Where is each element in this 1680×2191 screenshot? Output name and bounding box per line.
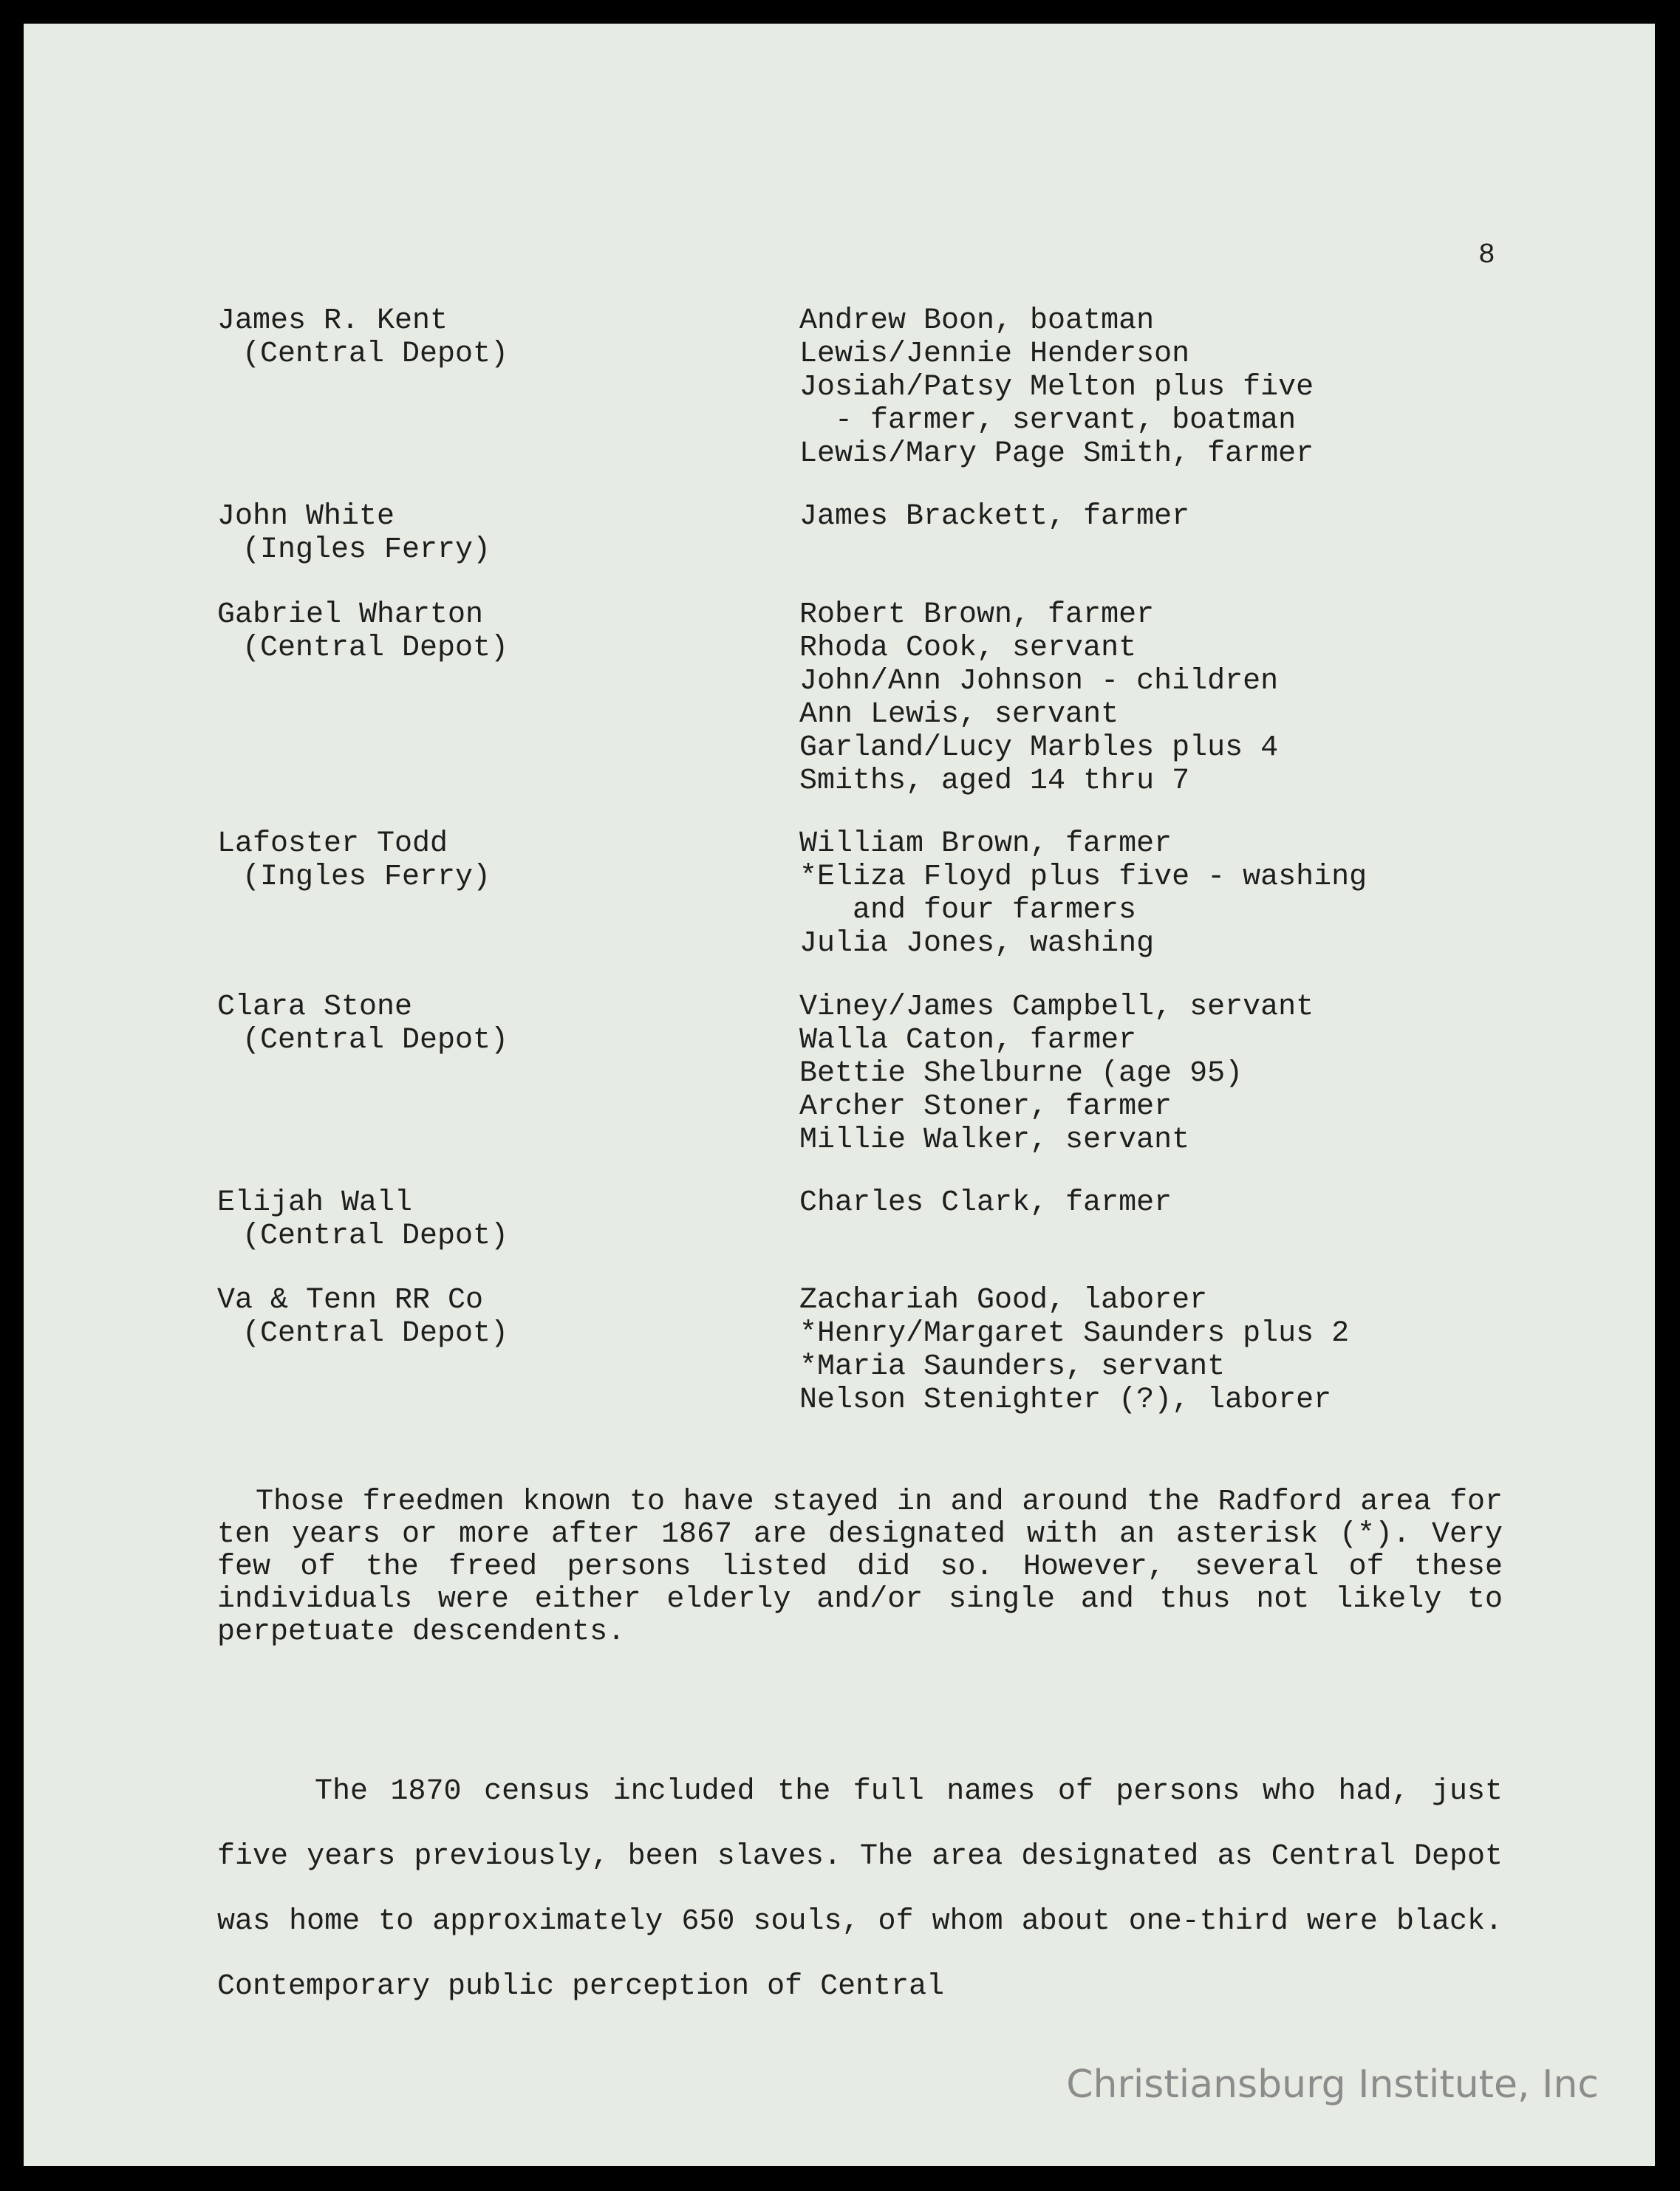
owner-block [217,991,508,1057]
owner-location: (Central Depot) [242,1220,509,1253]
freed-person: Smiths, aged 14 thru 7 [799,765,1190,798]
freed-person: Viney/James Campbell, servant [799,991,1314,1024]
owner-block [217,304,508,371]
owner-location: (Central Depot) [242,1024,509,1057]
freed-person: Bettie Shelburne (age 95) [799,1057,1243,1090]
owner-name: James R. Kent [217,304,448,338]
freed-person: James Brackett, farmer [799,500,1190,533]
owner-location: (Central Depot) [242,1317,509,1350]
owner-name: Lafoster Todd [217,827,448,861]
freed-persons [799,304,1314,471]
census-paragraph: The 1870 census included the full names of persons who had, just five years previously, been slaves. The area designated as Central Depot was home to approximately 650 souls, of whom about one-third were black. Contemporary public perception of Central [217,1775,1503,2003]
page-number: 8 [1478,239,1495,271]
freed-persons [799,1186,1172,1220]
freed-person: *Eliza Floyd plus five - washing [799,861,1367,894]
freed-persons [799,598,1278,798]
freed-person: John/Ann Johnson - children [799,665,1279,698]
freed-person: Julia Jones, washing [799,927,1155,960]
freed-person: Zachariah Good, laborer [799,1284,1208,1317]
owner-block [217,598,508,665]
owner-location: (Central Depot) [242,338,509,371]
freed-person: Lewis/Jennie Henderson [799,338,1190,371]
freed-person: *Maria Saunders, servant [799,1350,1226,1384]
owner-block [217,1284,508,1350]
freed-person: Ann Lewis, servant [799,698,1119,731]
owner-location: (Ingles Ferry) [242,533,491,567]
freed-persons [799,500,1189,533]
freed-person: Archer Stoner, farmer [799,1090,1172,1124]
asterisk-note-paragraph: Those freedmen known to have stayed in and around the Radford area for ten years or more after 1867 are designated with an asterisk (*). Very few of the freed persons listed did so. However, several of these individuals were either elderly and/or single and thus not likely to perpetuate descendents. [217,1486,1503,1649]
freed-person: Garland/Lucy Marbles plus 4 [799,731,1279,765]
freed-person: Nelson Stenighter (?), laborer [799,1384,1332,1417]
freed-persons [799,991,1314,1157]
freed-person: William Brown, farmer [799,827,1172,861]
owner-block [217,1186,508,1253]
freed-person: Millie Walker, servant [799,1124,1190,1157]
freed-person: Charles Clark, farmer [799,1186,1172,1220]
freed-person: Robert Brown, farmer [799,598,1155,632]
owner-block [217,827,491,894]
freed-person-continuation: and four farmers [853,894,1137,927]
owner-name: Gabriel Wharton [217,598,484,632]
freed-person: *Henry/Margaret Saunders plus 2 [799,1317,1350,1350]
owner-name: Clara Stone [217,991,413,1024]
owner-location: (Ingles Ferry) [242,861,491,894]
freed-person: Andrew Boon, boatman [799,304,1155,338]
owner-name: John White [217,500,395,533]
owner-name: Va & Tenn RR Co [217,1284,484,1317]
freed-person: Rhoda Cook, servant [799,632,1137,665]
owner-location: (Central Depot) [242,632,509,665]
owner-name: Elijah Wall [217,1186,413,1220]
document-page [24,24,1655,2166]
freed-person: Walla Caton, farmer [799,1024,1137,1057]
owner-block [217,500,491,567]
watermark: Christiansburg Institute, Inc [1066,2062,1599,2107]
freed-persons [799,827,1367,960]
freed-person: Josiah/Patsy Melton plus five [799,371,1314,404]
freed-person-continuation: - farmer, servant, boatman [835,404,1297,437]
freed-persons [799,1284,1349,1417]
freed-person: Lewis/Mary Page Smith, farmer [799,437,1314,471]
